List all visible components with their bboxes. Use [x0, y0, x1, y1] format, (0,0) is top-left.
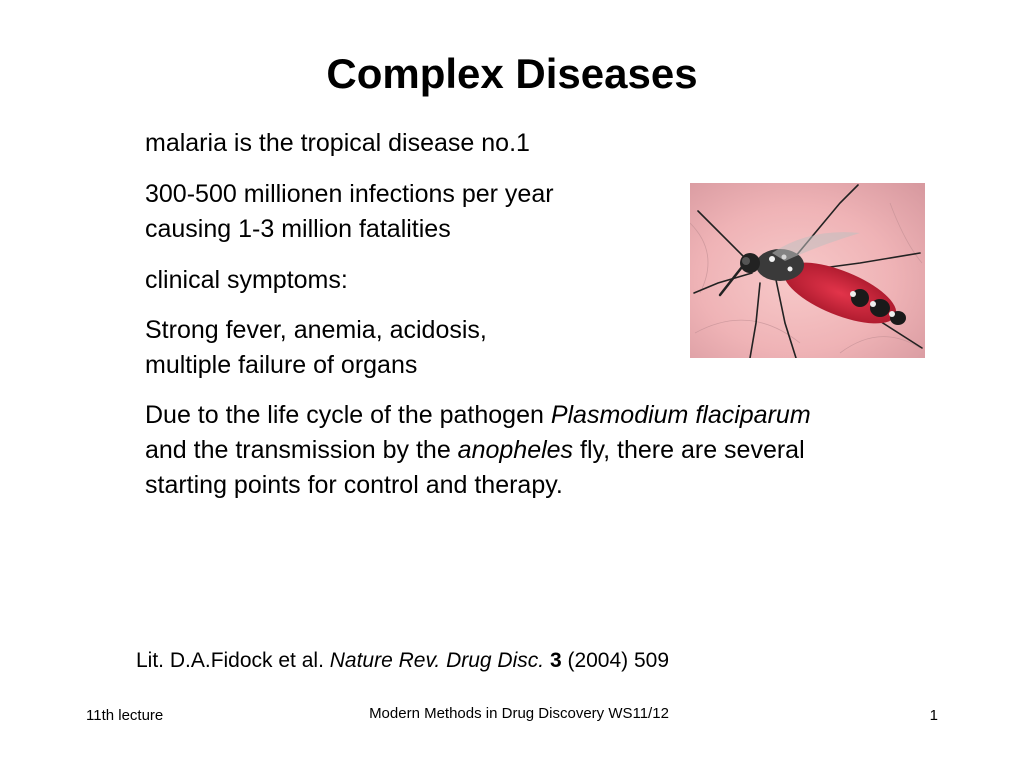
footer-course: Modern Methods in Drug Discovery WS11/12 [369, 705, 669, 722]
bullet-clinical-symptoms: clinical symptoms: [145, 266, 348, 294]
bullet-infections [145, 177, 554, 247]
literature-reference [136, 646, 669, 676]
life-cycle-line-3: starting points for control and therapy. [145, 471, 563, 499]
footer-lecture: 11th lecture [86, 707, 164, 724]
bullet-malaria: malaria is the tropical disease no.1 [145, 129, 530, 157]
mosquito-photo [690, 183, 925, 358]
vector-name: anopheles [457, 436, 574, 464]
bullet-symptoms-list [145, 313, 487, 383]
mosquito-image [690, 183, 925, 358]
life-cycle-text-3: fly, there are several [573, 436, 805, 464]
reference-journal: Nature Rev. Drug Disc. [329, 649, 545, 672]
fatalities-line: causing 1-3 million fatalities [145, 215, 451, 243]
symptoms-line-2: multiple failure of organs [145, 351, 418, 379]
symptoms-line-1: Strong fever, anemia, acidosis, [145, 316, 487, 344]
footer-page-number: 1 [929, 707, 938, 724]
reference-authors: Lit. D.A.Fidock et al. [136, 649, 330, 672]
life-cycle-text-2: and the transmission by the [145, 436, 458, 464]
reference-volume: 3 [549, 649, 562, 672]
slide-title: Complex Diseases [326, 50, 698, 97]
pathogen-name: Plasmodium flaciparum [550, 401, 811, 429]
life-cycle-line-2 [145, 433, 811, 468]
paragraph-life-cycle [145, 398, 811, 503]
life-cycle-text-1: Due to the life cycle of the pathogen [145, 401, 551, 429]
life-cycle-line-1 [145, 398, 811, 433]
infections-line: 300-500 millionen infections per year [145, 180, 554, 208]
reference-year-page: (2004) 509 [561, 649, 670, 672]
